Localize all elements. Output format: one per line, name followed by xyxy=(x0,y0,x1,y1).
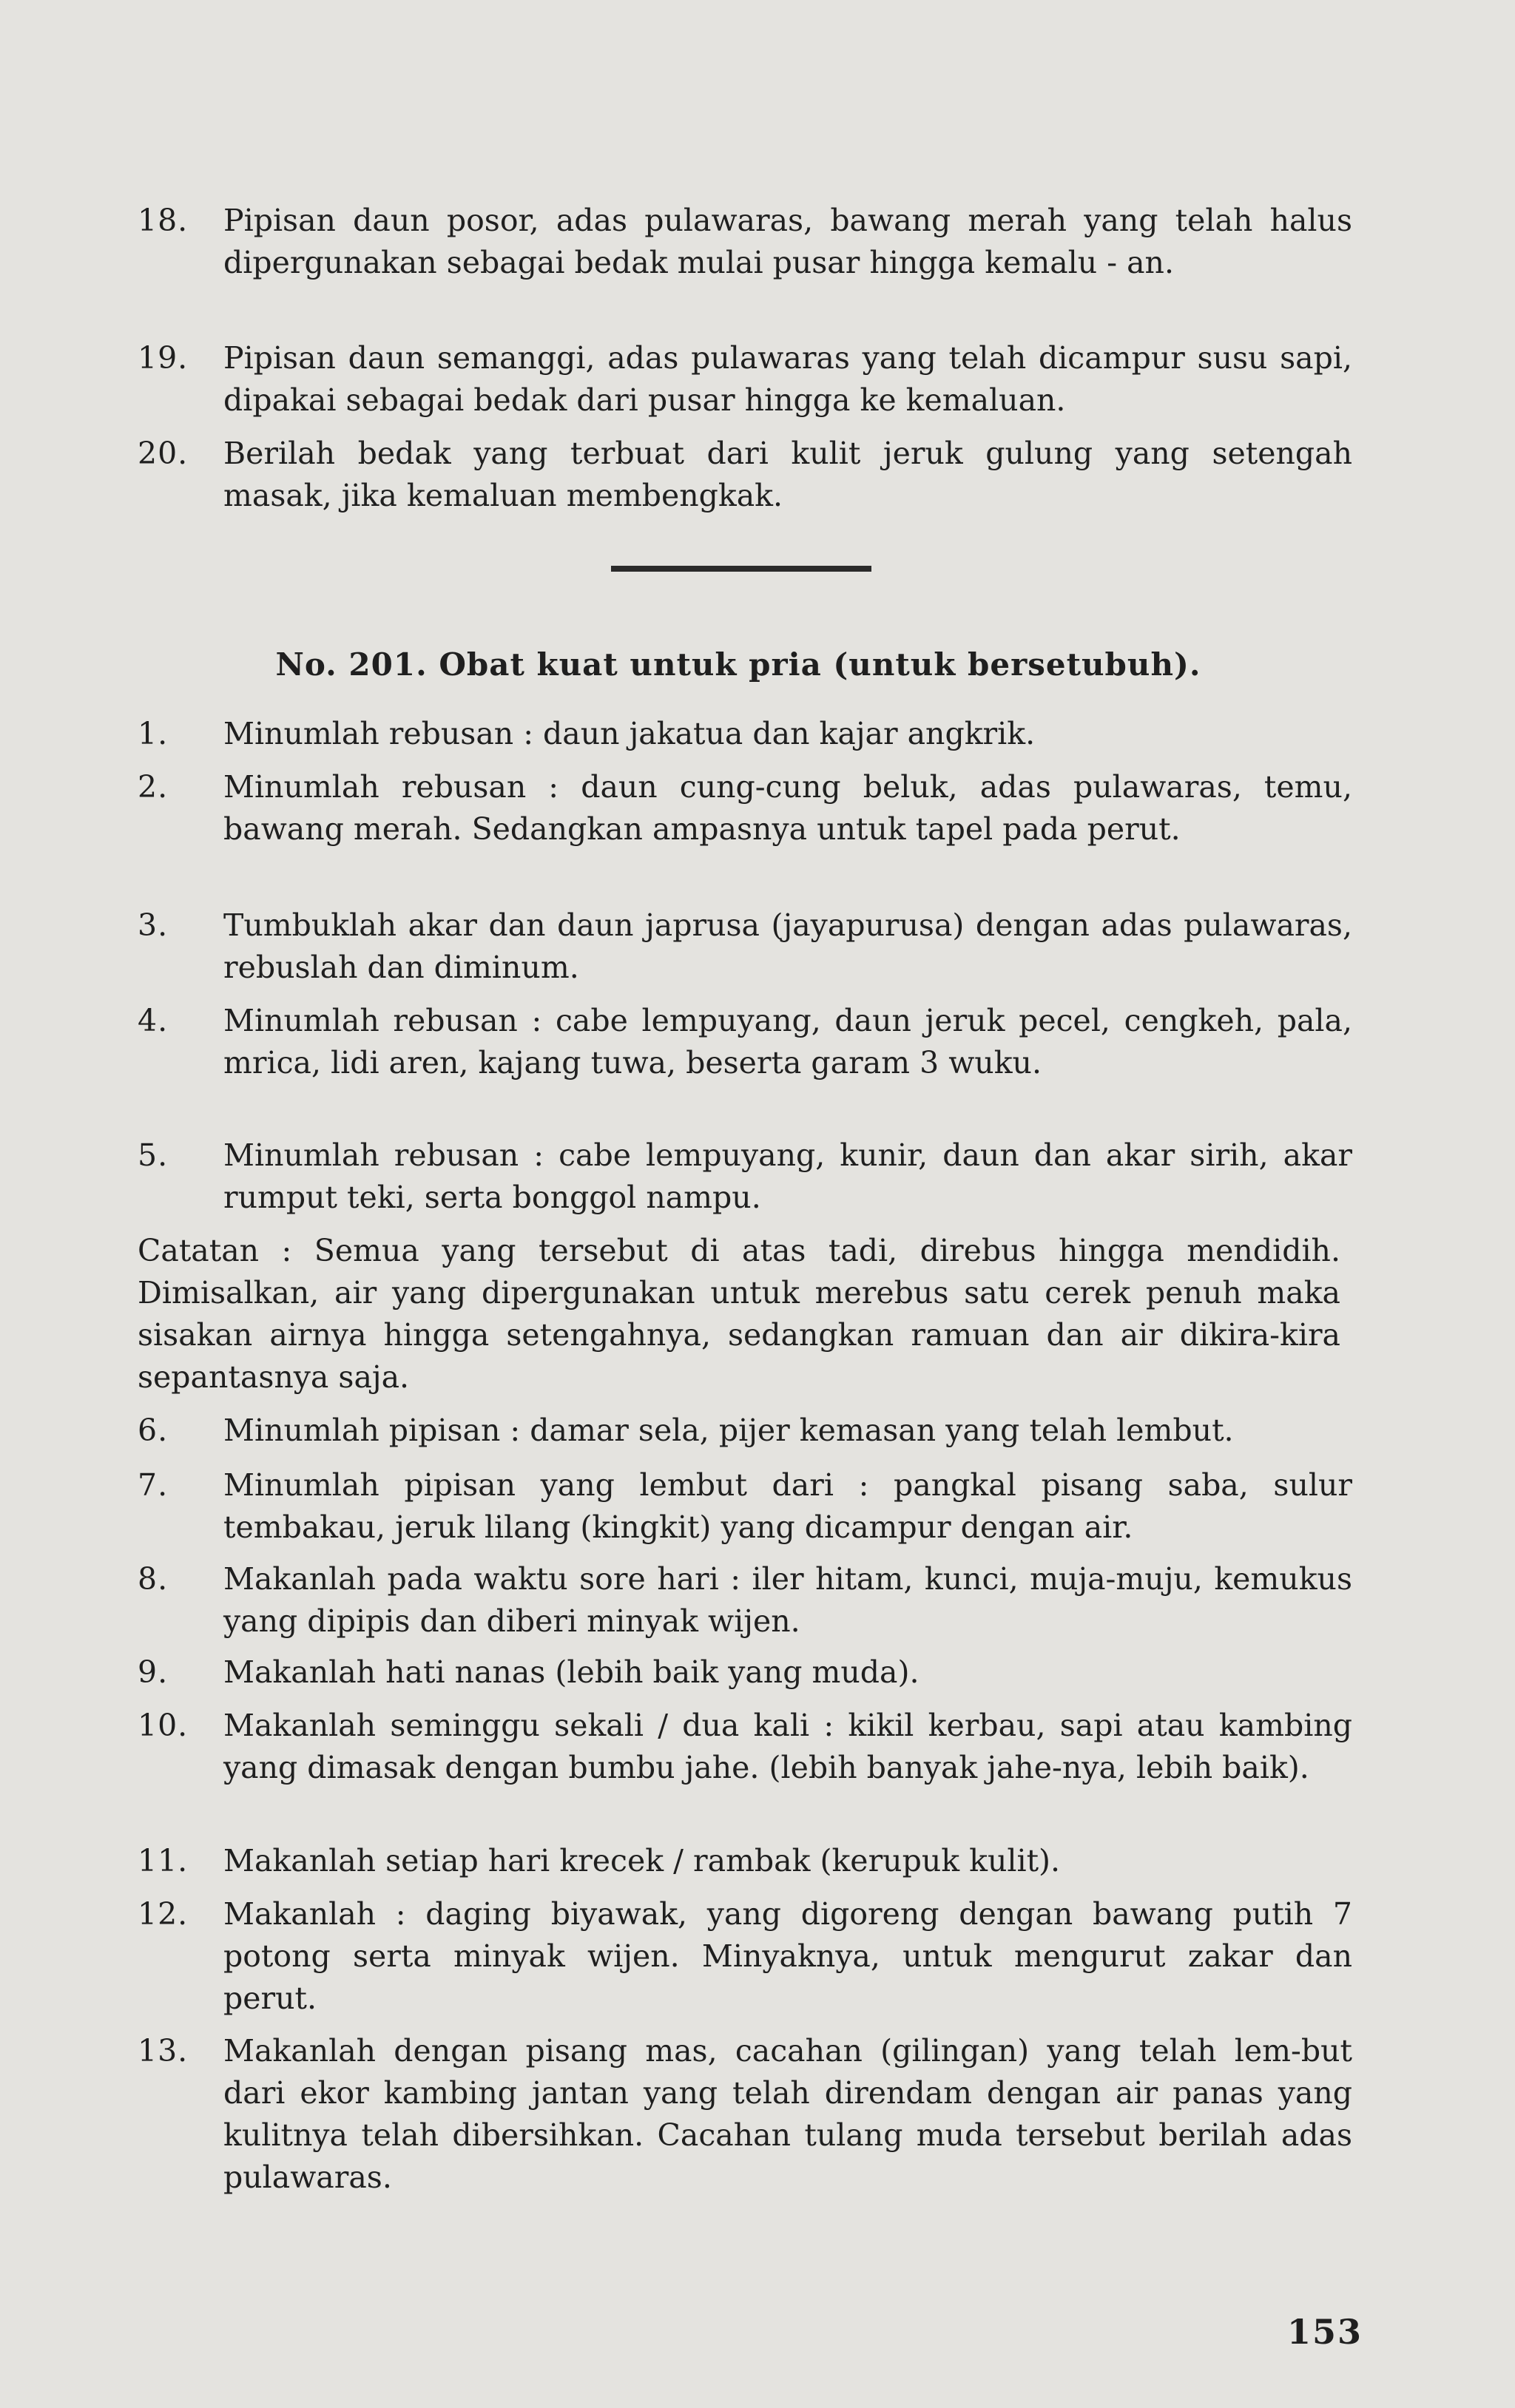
item-number: 2. xyxy=(138,769,169,805)
item-number: 6. xyxy=(138,1413,169,1448)
item-text: Makanlah dengan pisang mas, cacahan (gilingan) yang telah lem-but dari ekor kambing jantan yang telah direndam dengan air panas yang kulitnya telah dibersihkan. Cacahan tulang muda tersebut berilah adas pulawaras. xyxy=(223,2033,1352,2195)
item-text: Makanlah seminggu sekali / dua kali : kikil kerbau, sapi atau kambing yang dimasak dengan bumbu jahe. (lebih banyak jahe-nya, lebih baik). xyxy=(223,1708,1352,1785)
item-number: 8. xyxy=(138,1561,169,1597)
section-heading xyxy=(0,643,1515,686)
item-number: 11. xyxy=(138,1843,189,1878)
item-number: 9. xyxy=(138,1654,169,1690)
section-divider xyxy=(611,566,871,572)
item-text: Makanlah hati nanas (lebih baik yang muda). xyxy=(223,1654,920,1690)
item-text: Minumlah pipisan yang lembut dari : pangkal pisang saba, sulur tembakau, jeruk lilang (kingkit) yang dicampur dengan air. xyxy=(223,1467,1352,1545)
item-text: Makanlah : daging biyawak, yang digoreng dengan bawang putih 7 potong serta minyak wijen. Minyaknya, untuk mengurut zakar dan perut. xyxy=(223,1896,1352,2016)
item-text: Minumlah pipisan : damar sela, pijer kemasan yang telah lembut. xyxy=(223,1413,1234,1448)
item-number: 3. xyxy=(138,907,169,943)
item-text: Makanlah setiap hari krecek / rambak (kerupuk kulit). xyxy=(223,1843,1061,1878)
item-text: Tumbuklah akar dan daun japrusa (jayapurusa) dengan adas pulawaras, rebuslah dan diminum. xyxy=(223,907,1352,985)
item-text: Minumlah rebusan : cabe lempuyang, daun jeruk pecel, cengkeh, pala, mrica, lidi aren, kajang tuwa, beserta garam 3 wuku. xyxy=(223,1003,1352,1080)
item-text: Minumlah rebusan : cabe lempuyang, kunir, daun dan akar sirih, akar rumput teki, serta bonggol nampu. xyxy=(223,1137,1352,1215)
item-number: 19. xyxy=(138,340,189,376)
item-text: Makanlah pada waktu sore hari : iler hitam, kunci, muja-muju, kemukus yang dipipis dan diberi minyak wijen. xyxy=(223,1561,1352,1639)
note-paragraph: Catatan : Semua yang tersebut di atas tadi, direbus hingga mendidih. Dimisalkan, air yang dipergunakan untuk merebus satu cerek penuh maka sisakan airnya hingga setengahnya, sedangkan ramuan dan air dikira-kira sepantasnya saja. xyxy=(138,1233,1340,1395)
item-number: 13. xyxy=(138,2033,189,2069)
item-number: 5. xyxy=(138,1137,169,1173)
item-number: 1. xyxy=(138,716,169,751)
item-number: 18. xyxy=(138,203,189,238)
item-text: Minumlah rebusan : daun jakatua dan kajar angkrik. xyxy=(223,716,1036,751)
section-heading-text: No. 201. Obat kuat untuk pria (untuk bersetubuh). xyxy=(275,646,1201,683)
item-text: Pipisan daun semanggi, adas pulawaras yang telah dicampur susu sapi, dipakai sebagai bedak dari pusar hingga ke kemaluan. xyxy=(223,340,1352,418)
item-number: 12. xyxy=(138,1896,189,1932)
item-number: 20. xyxy=(138,436,189,471)
item-number: 4. xyxy=(138,1003,169,1038)
item-text: Berilah bedak yang terbuat dari kulit jeruk gulung yang setengah masak, jika kemaluan membengkak. xyxy=(223,436,1352,513)
page-number: 153 xyxy=(1287,2312,1363,2352)
item-number: 10. xyxy=(138,1708,189,1743)
item-number: 7. xyxy=(138,1467,169,1503)
item-text: Pipisan daun posor, adas pulawaras, bawang merah yang telah halus dipergunakan sebagai bedak mulai pusar hingga kemalu - an. xyxy=(223,203,1352,280)
item-text: Minumlah rebusan : daun cung-cung beluk, adas pulawaras, temu, bawang merah. Sedangkan ampasnya untuk tapel pada perut. xyxy=(223,769,1352,847)
